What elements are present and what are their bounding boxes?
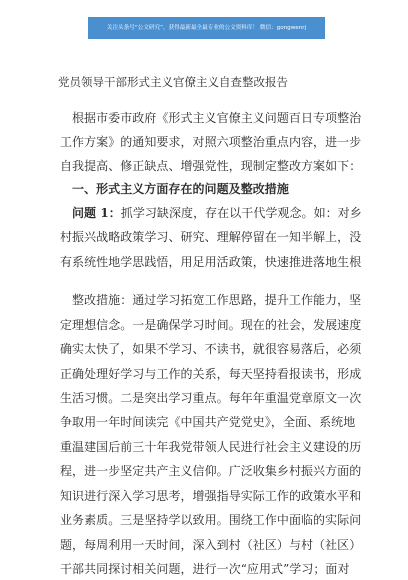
body-line: 确实太快了，如果不学习、不读书，就很容易落后，必须 [60,342,362,356]
body-line: 业务素质。三是坚持学以致用。围绕工作中面临的实际问 [60,513,362,527]
body-line: 重温建国后前三十年我党带领人民进行社会主义建设的历 [60,440,362,454]
body-line: 程，进一步坚定共产主义信仰。广泛收集乡村振兴方面的 [60,464,362,478]
body-line: 根据市委市政府《形式主义官僚主义问题百日专项整治 [72,111,362,125]
promo-banner-text: 关注头条号“公文研究”，获得最新最全最专业的公文资料库！ 微信：gongwenrj [106,25,307,31]
body-line: 定理想信念。一是确保学习时间。现在的社会，发展速度 [60,318,362,332]
body-line: 干部共同探讨相关问题，进行一次“应用式”学习；面对 [60,562,350,576]
section-heading: 一、形式主义方面存在的问题及整改措施 [72,182,289,196]
issue-text: 抓学习缺深度，存在以干代学观念。如：对乡 [120,206,362,220]
body-line: 争取用一年时间读完《中国共产党党史》，全面、系统地 [60,415,356,429]
document-title: 党员领导干部形式主义官僚主义自查整改报告 [58,75,288,89]
body-line: 题，每周利用一天时间，深入到村（社区）与村（社区） [60,538,362,552]
body-line: 正确处理好学习与工作的关系，每天坚持看报读书，形成 [60,367,362,381]
body-line: 整改措施：通过学习拓宽工作思路，提升工作能力，坚 [72,293,362,307]
body-line: 工作方案》的通知要求，对照六项整治重点内容，进一步 [60,135,362,149]
body-line: 村振兴战略政策学习、研究、理解停留在一知半解上，没 [60,230,362,244]
body-line: 自我提高、修正缺点、增强党性，现制定整改方案如下： [60,159,362,173]
issue-label: 问题 1： [72,206,121,220]
promo-banner[interactable] [88,17,325,39]
body-line: 生活习惯。二是突出学习重点。每年年重温党章原文一次 [60,391,362,405]
body-line: 知识进行深入学习思考，增强指导实际工作的政策水平和 [60,489,362,503]
issue-line [72,204,362,221]
body-line: 有系统性地学思践悟，用足用活政策，快速推进落地生根 [60,255,362,269]
